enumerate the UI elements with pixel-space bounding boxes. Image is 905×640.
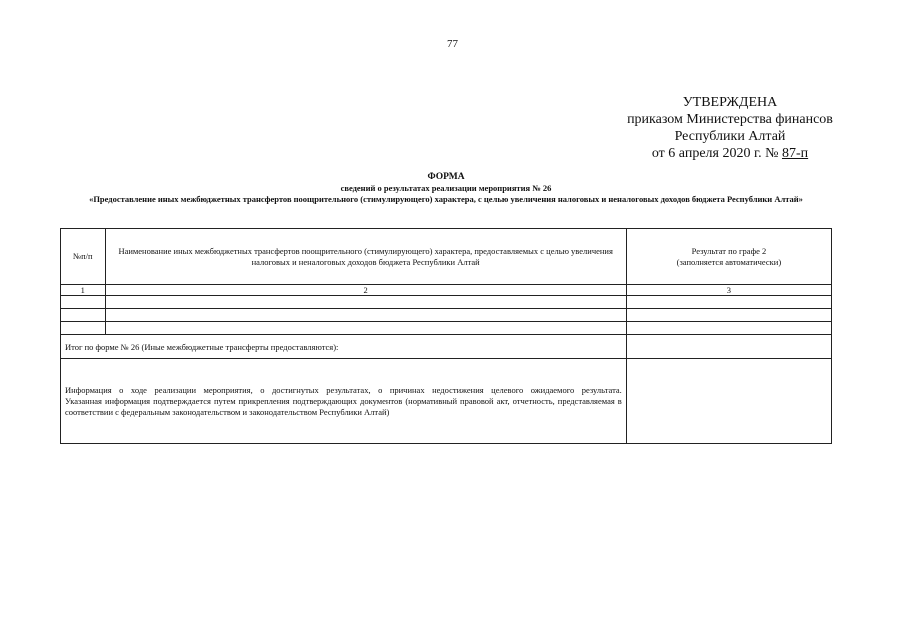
table-cell[interactable] [105,296,626,309]
table-cell[interactable] [61,296,106,309]
approval-line: Республики Алтай [674,129,786,144]
approval-title: УТВЕРЖДЕНА [682,95,778,110]
table-cell[interactable] [105,309,626,322]
table-cell[interactable] [626,296,831,309]
table-row [61,296,832,309]
report-table [60,228,832,444]
info-text-progress: Информация о ходе реализации мероприятия, о достигнутых результатах, о причинах недостижения целевого ожидаемого результата. [65,384,622,395]
info-cell [61,359,627,444]
table-cell[interactable] [61,322,106,335]
header-number: №п/п [61,229,106,285]
info-value-cell[interactable] [626,359,831,444]
approval-stamp [560,94,900,162]
table-cell[interactable] [626,322,831,335]
table-row [61,309,832,322]
column-number: 3 [626,285,831,296]
info-text-confirmation: Указанная информация подтверждается путем прикрепления подтверждающих документов (нормативный правовой акт, отчетность, представляемая в соответствии с федеральным законодательством и законодательством Республики Алтай) [65,395,622,417]
total-row [61,335,832,359]
approval-date-text: от 6 апреля 2020 г. № [651,146,782,161]
column-number: 1 [61,285,106,296]
form-title: ФОРМА [427,172,465,182]
table-header-row [61,229,832,285]
header-transfer-name: Наименование иных межбюджетных трансфертов поощрительного (стимулирующего) характера, предоставляемых с целью увеличения налоговых и неналоговых доходов бюджета Республики Алтай [105,229,626,285]
approval-date [560,145,900,162]
page-number: 77 [447,38,458,50]
table-cell[interactable] [105,322,626,335]
info-row [61,359,832,444]
form-description: «Предоставление иных межбюджетных трансфертов поощрительного (стимулирующего) характера, с целью увеличения налоговых и неналоговых доходов бюджета Республики Алтай» [89,194,803,204]
table-cell[interactable] [626,309,831,322]
approval-line: приказом Министерства финансов [627,112,833,127]
approval-order-number: 87-п [781,146,809,161]
form-subtitle: сведений о результатах реализации мероприятия № 26 [340,183,552,193]
table-row [61,322,832,335]
table-cell[interactable] [61,309,106,322]
total-label: Итог по форме № 26 (Иные межбюджетные трансферты предоставляются): [61,335,627,359]
form-header [60,172,832,205]
header-result [626,229,831,285]
total-value-cell[interactable] [626,335,831,359]
column-number: 2 [105,285,626,296]
column-numbers-row [61,285,832,296]
header-result-note: (заполняется автоматически) [676,256,782,267]
header-result-title: Результат по графе 2 [691,245,767,256]
